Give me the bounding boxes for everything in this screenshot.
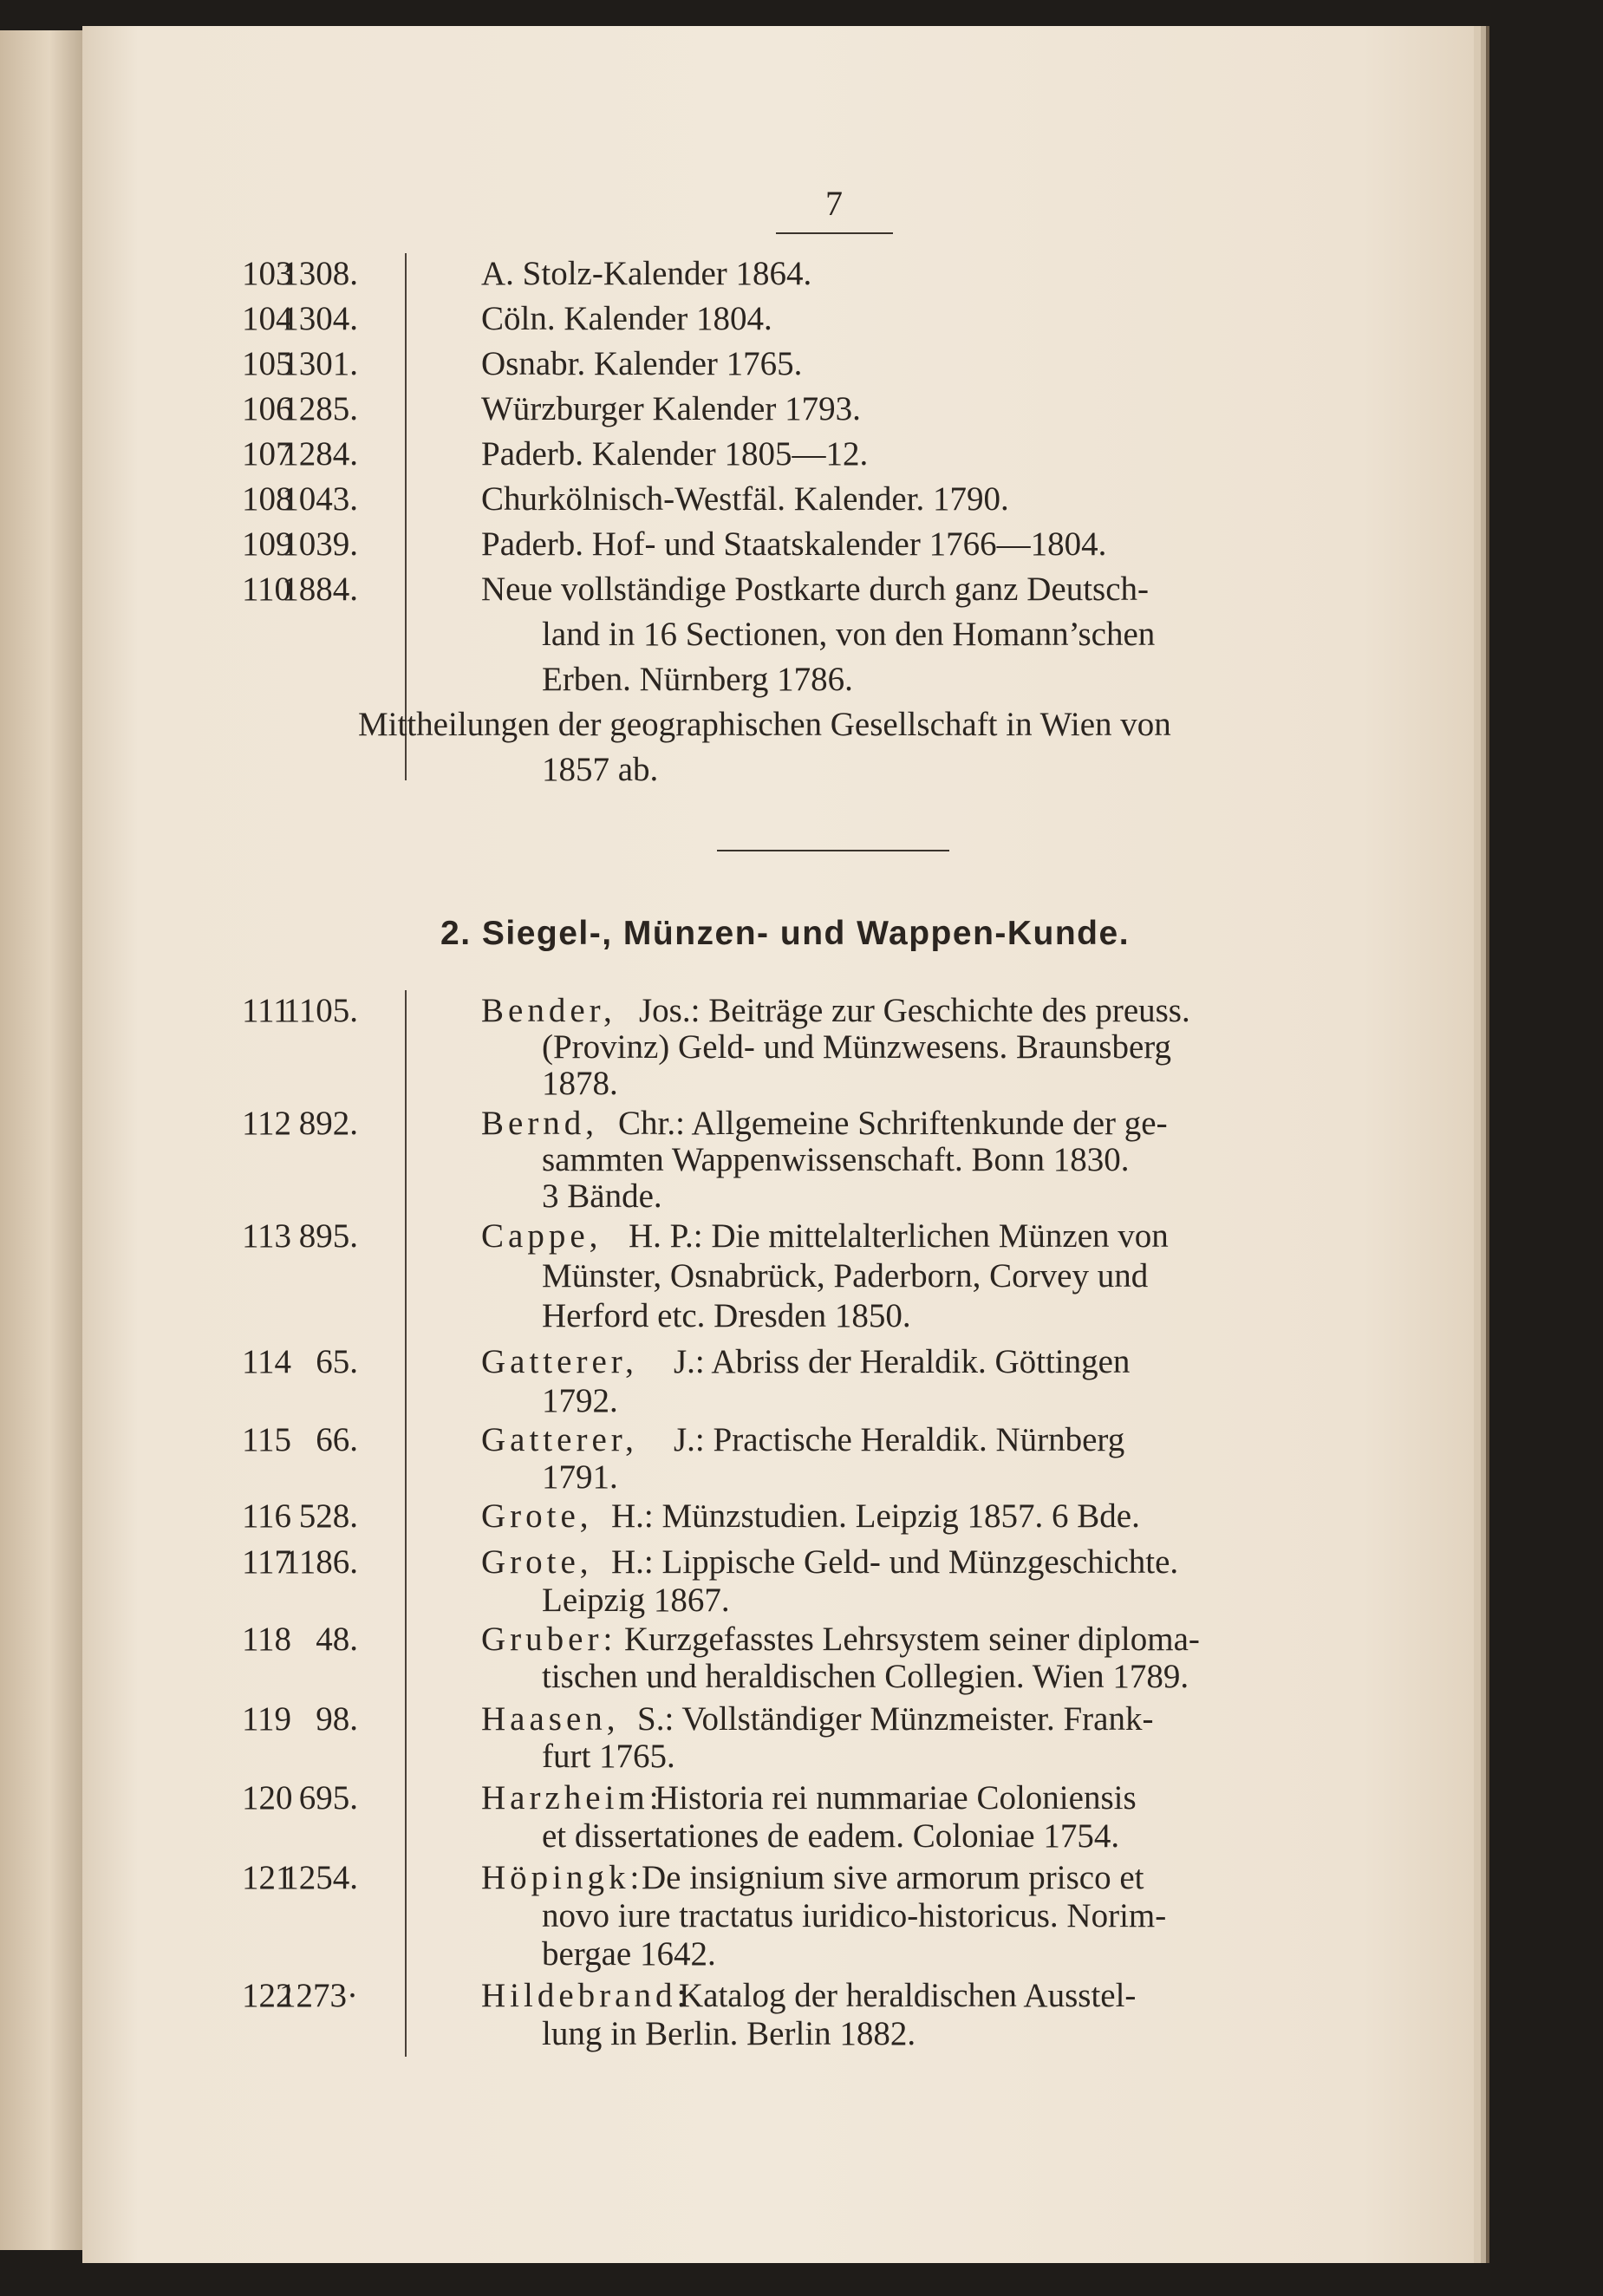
entry-text: sammten Wappenwissenschaft. Bonn 1830.	[542, 1141, 1130, 1178]
catalogue-number: 1186.	[283, 1543, 358, 1581]
entry-text: Paderb. Kalender 1805—12.	[481, 435, 869, 473]
entry-text: 3 Bände.	[542, 1177, 662, 1215]
page-number-rule	[776, 232, 893, 234]
entry-text: Würzburger Kalender 1793.	[481, 390, 861, 427]
catalogue-number: 695.	[298, 1779, 358, 1817]
author-name: Harzheim:	[481, 1779, 663, 1817]
entry-text: A. Stolz-Kalender 1864.	[481, 255, 812, 292]
entry-text: Herford etc. Dresden 1850.	[542, 1297, 911, 1334]
entry-number: 119	[242, 1700, 292, 1738]
catalogue-number: 66.	[316, 1421, 358, 1458]
entry-text: novo iure tractatus iuridico-historicus. Norim-	[542, 1897, 1167, 1934]
entry-number: 118	[242, 1621, 292, 1658]
entry-number: 105	[242, 345, 293, 382]
entry-number: 121	[242, 1859, 293, 1896]
entry-text: Historia rei nummariae Coloniensis	[655, 1779, 1137, 1817]
catalogue-number: 48.	[316, 1621, 358, 1658]
catalogue-number: 1043.	[282, 480, 358, 518]
entry-text: 1791.	[542, 1458, 618, 1496]
section-heading: 2. Siegel-, Münzen- und Wappen-Kunde.	[440, 915, 1131, 952]
entry-text: Kurzgefasstes Lehrsystem seiner diploma-	[624, 1621, 1200, 1658]
entry-number: 107	[242, 435, 293, 473]
entry-text: lung in Berlin. Berlin 1882.	[542, 2015, 916, 2052]
entry-number: 114	[242, 1343, 292, 1380]
catalogue-number: 65.	[316, 1343, 358, 1380]
catalogue-number: 1308.	[282, 255, 358, 292]
entry-number: 120	[242, 1779, 293, 1817]
catalogue-number: 1273·	[279, 1977, 358, 2014]
entry-number: 113	[242, 1217, 292, 1255]
entry-text: 1878.	[542, 1065, 618, 1102]
entry-text: et dissertationes de eadem. Coloniae 1754.	[542, 1817, 1120, 1855]
author-name: Cappe,	[481, 1217, 603, 1255]
author-name: Haasen,	[481, 1700, 620, 1738]
catalogue-number: 98.	[316, 1700, 358, 1738]
author-name: Höpingk:	[481, 1859, 644, 1896]
entry-number: 112	[242, 1105, 292, 1142]
entry-text: (Provinz) Geld- und Münzwesens. Braunsberg	[542, 1028, 1172, 1066]
entry-text: H.: Münzstudien. Leipzig 1857. 6 Bde.	[611, 1497, 1140, 1535]
entry-text: land in 16 Sectionen, von den Homann’schen	[542, 616, 1156, 653]
catalogue-number: 528.	[298, 1497, 358, 1535]
catalogue-number: 1105.	[283, 992, 358, 1029]
author-name: Hildebrand:	[481, 1977, 691, 2014]
entry-number: 115	[242, 1421, 292, 1458]
author-name: Grote,	[481, 1497, 593, 1535]
entry-text: Churkölnisch-Westfäl. Kalender. 1790.	[481, 480, 1009, 518]
entry-number: 116	[242, 1497, 292, 1535]
catalogue-number: 1884.	[282, 571, 358, 608]
entry-text: J.: Practische Heraldik. Nürnberg	[674, 1421, 1125, 1458]
author-name: Gatterer,	[481, 1421, 638, 1458]
entry-number: 108	[242, 480, 293, 518]
entry-text: Leipzig 1867.	[542, 1582, 730, 1619]
section-separator	[717, 850, 949, 851]
author-name: Bender,	[481, 992, 616, 1029]
entry-text: De insignium sive armorum prisco et	[642, 1859, 1144, 1896]
entry-number: 109	[242, 525, 293, 563]
entry-text: 1792.	[542, 1382, 618, 1419]
entry-number: 103	[242, 255, 293, 292]
entry-text: bergae 1642.	[542, 1935, 716, 1973]
book-page	[82, 26, 1474, 2263]
page-number: 7	[825, 184, 843, 223]
author-name: Gruber:	[481, 1621, 617, 1658]
entry-text: H. P.: Die mittelalterlichen Münzen von	[629, 1217, 1169, 1255]
entry-text: S.: Vollständiger Münzmeister. Frank-	[637, 1700, 1154, 1738]
entry-number: 111	[242, 992, 290, 1029]
entry-text: Neue vollständige Postkarte durch ganz Deutsch-	[481, 571, 1150, 608]
catalogue-number: 1301.	[282, 345, 358, 382]
entry-text: Osnabr. Kalender 1765.	[481, 345, 803, 382]
entry-text: H.: Lippische Geld- und Münzgeschichte.	[611, 1543, 1179, 1581]
catalogue-number: 1285.	[282, 390, 358, 427]
catalogue-number: 1284.	[282, 435, 358, 473]
entry-text: Erben. Nürnberg 1786.	[542, 661, 853, 698]
catalogue-number: 1039.	[282, 525, 358, 563]
entry-text: Jos.: Beiträge zur Geschichte des preuss.	[639, 992, 1190, 1029]
entry-number: 122	[242, 1977, 293, 2014]
entry-text: 1857 ab.	[542, 751, 659, 788]
catalogue-number: 892.	[298, 1105, 358, 1142]
catalogue-number: 1254.	[282, 1859, 358, 1896]
author-name: Grote,	[481, 1543, 593, 1581]
entry-text: Cöln. Kalender 1804.	[481, 300, 772, 337]
author-name: Bernd,	[481, 1105, 599, 1142]
entry-number: 104	[242, 300, 293, 337]
previous-page-edge	[0, 30, 85, 2250]
entry-text: tischen und heraldischen Collegien. Wien 1789.	[542, 1658, 1189, 1695]
author-name: Gatterer,	[481, 1343, 638, 1380]
catalogue-number: 895.	[298, 1217, 358, 1255]
column-divider	[405, 253, 407, 780]
entry-number: 110	[242, 571, 292, 608]
entry-number: 117	[242, 1543, 292, 1581]
entry-text: Mittheilungen der geographischen Gesellschaft in Wien von	[358, 706, 1171, 743]
entry-number: 106	[242, 390, 293, 427]
catalogue-number: 1304.	[282, 300, 358, 337]
entry-text: furt 1765.	[542, 1738, 675, 1775]
entry-text: Katalog der heraldischen Ausstel-	[679, 1977, 1137, 2014]
column-divider	[405, 990, 407, 2057]
entry-text: J.: Abriss der Heraldik. Göttingen	[674, 1343, 1131, 1380]
entry-text: Paderb. Hof- und Staatskalender 1766—1804.	[481, 525, 1107, 563]
entry-text: Münster, Osnabrück, Paderborn, Corvey und	[542, 1257, 1149, 1295]
entry-text: Chr.: Allgemeine Schriftenkunde der ge-	[618, 1105, 1168, 1142]
